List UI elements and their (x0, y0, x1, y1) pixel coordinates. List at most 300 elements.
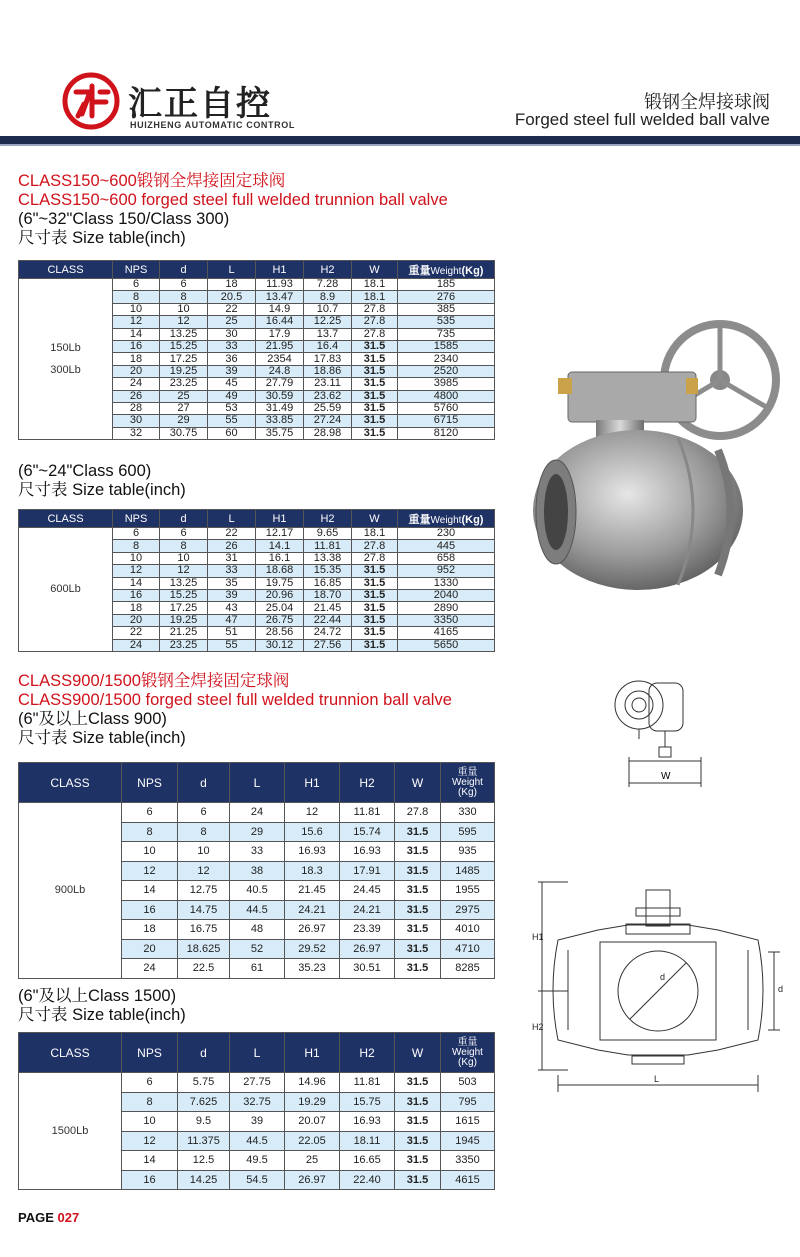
table-cell: 8.9 (304, 291, 352, 303)
column-header-h2: H2 (340, 763, 395, 803)
table-cell: 5.75 (178, 1073, 230, 1093)
table-cell: 33 (208, 340, 256, 352)
column-header-h1: H1 (285, 1033, 340, 1073)
table-cell: 4800 (398, 390, 495, 402)
table-cell: 18.86 (304, 365, 352, 377)
table-cell: 25.59 (304, 402, 352, 414)
table-cell: 22.40 (340, 1170, 395, 1190)
page-number (18, 1210, 79, 1225)
table-cell: 43 (208, 602, 256, 614)
table-cell: 12 (113, 316, 160, 328)
table-cell: 31.5 (395, 900, 441, 920)
table-cell: 13.38 (304, 552, 352, 564)
table-cell: 230 (398, 528, 495, 540)
table-cell: 27.8 (352, 316, 398, 328)
column-header-weight (398, 510, 495, 528)
table-cell: 10 (160, 303, 208, 315)
table-cell: 31.5 (395, 861, 441, 881)
table-cell: 735 (398, 328, 495, 340)
size-table-class600 (18, 509, 495, 652)
table-cell: 31 (208, 552, 256, 564)
table-cell: 10 (113, 303, 160, 315)
table-cell: 38 (230, 861, 285, 881)
table-cell: 6 (122, 1073, 178, 1093)
table-cell: 21.45 (285, 881, 340, 901)
table-cell: 30.12 (256, 639, 304, 651)
weight-header-en: Weight (430, 265, 462, 277)
column-header-w: W (395, 1033, 441, 1073)
table-cell: 16.75 (178, 920, 230, 940)
table-cell: 16 (113, 340, 160, 352)
table-cell: 31.5 (352, 402, 398, 414)
table-cell: 5760 (398, 402, 495, 414)
table-cell: 10 (122, 842, 178, 862)
table-cell: 25.04 (256, 602, 304, 614)
column-header-class: CLASS (19, 1033, 122, 1073)
table-cell: 1615 (441, 1112, 495, 1132)
table-cell: 12.75 (178, 881, 230, 901)
table-cell: 16 (122, 1170, 178, 1190)
table-cell: 17.25 (160, 602, 208, 614)
table-cell: 13.25 (160, 577, 208, 589)
table-cell: 27.8 (352, 552, 398, 564)
table-cell: 27.8 (352, 303, 398, 315)
table-cell: 27.75 (230, 1073, 285, 1093)
weight-header-en: Weight (452, 776, 483, 788)
table-cell: 31.5 (352, 589, 398, 601)
table-cell: 12.17 (256, 528, 304, 540)
table-cell: 11.81 (340, 1073, 395, 1093)
table-cell: 15.75 (340, 1092, 395, 1112)
table-cell: 3350 (441, 1151, 495, 1171)
drawing-label-l: L (654, 1074, 660, 1084)
table-cell: 20.07 (285, 1112, 340, 1132)
table-cell: 2890 (398, 602, 495, 614)
table-cell: 20 (122, 939, 178, 959)
table-cell: 14 (122, 1151, 178, 1171)
table-cell: 1945 (441, 1131, 495, 1151)
table-cell: 23.62 (304, 390, 352, 402)
table-cell: 8120 (398, 427, 495, 439)
section2-size-table-label: 尺寸表 Size table(inch) (18, 481, 186, 499)
table-cell: 26.97 (285, 1170, 340, 1190)
table-cell: 5650 (398, 639, 495, 651)
column-header-d: d (178, 1033, 230, 1073)
weight-header-cn: 重量 (408, 264, 431, 277)
column-header-class: CLASS (19, 261, 113, 279)
column-header-h2: H2 (304, 510, 352, 528)
table-cell: 31.5 (395, 920, 441, 940)
table-cell: 7.28 (304, 279, 352, 291)
table-cell: 31.5 (395, 1151, 441, 1171)
table-cell: 60 (208, 427, 256, 439)
header-title-en: Forged steel full welded ball valve (514, 110, 770, 129)
table-cell: 9.5 (178, 1112, 230, 1132)
table-cell: 658 (398, 552, 495, 564)
column-header-h2: H2 (304, 261, 352, 279)
table-cell: 15.74 (340, 822, 395, 842)
table-cell: 14.25 (178, 1170, 230, 1190)
table-cell: 49.5 (230, 1151, 285, 1171)
section2-heading (18, 462, 186, 500)
table-cell: 35.75 (256, 427, 304, 439)
drawing-label-h1: H1 (532, 932, 544, 942)
table-cell: 40.5 (230, 881, 285, 901)
table-cell: 19.75 (256, 577, 304, 589)
top-view-drawing (605, 667, 715, 795)
table-cell: 15.6 (285, 822, 340, 842)
table-cell: 39 (230, 1112, 285, 1132)
table-cell: 20 (113, 614, 160, 626)
table-cell: 30.75 (160, 427, 208, 439)
table-cell: 31.5 (395, 959, 441, 979)
column-header-h1: H1 (256, 261, 304, 279)
table-cell: 935 (441, 842, 495, 862)
table-cell: 31.5 (395, 1170, 441, 1190)
table-cell: 22.44 (304, 614, 352, 626)
weight-header-cn: 重量 (457, 1036, 478, 1048)
table-cell: 8 (160, 540, 208, 552)
table-cell: 22 (113, 627, 160, 639)
table-cell: 17.25 (160, 353, 208, 365)
table-cell: 33 (230, 842, 285, 862)
class-cell (19, 1073, 122, 1190)
weight-header-en: Weight (430, 514, 462, 526)
table-cell: 11.375 (178, 1131, 230, 1151)
table-cell: 31.5 (352, 577, 398, 589)
table-cell: 22 (208, 303, 256, 315)
section3-heading (18, 672, 452, 748)
table-cell: 15.25 (160, 340, 208, 352)
column-header-l: L (230, 763, 285, 803)
table-cell: 2354 (256, 353, 304, 365)
table-cell: 535 (398, 316, 495, 328)
table-cell: 22 (208, 528, 256, 540)
table-header-row (19, 1033, 495, 1073)
section1-heading (18, 172, 448, 248)
table-cell: 12 (285, 803, 340, 823)
table-cell: 18.11 (340, 1131, 395, 1151)
table-cell: 31.5 (352, 353, 398, 365)
size-table-class1500 (18, 1032, 495, 1190)
table-cell: 18 (113, 602, 160, 614)
table-cell: 385 (398, 303, 495, 315)
table-cell: 28.98 (304, 427, 352, 439)
table-cell: 17.91 (340, 861, 395, 881)
section4-range: (6"及以上Class 1500) (18, 987, 177, 1005)
table-cell: 14.9 (256, 303, 304, 315)
drawing-label-w: W (661, 771, 671, 782)
table-cell: 31.5 (352, 614, 398, 626)
table-cell: 29 (160, 415, 208, 427)
table-cell: 32 (113, 427, 160, 439)
column-header-w: W (352, 510, 398, 528)
column-header-l: L (208, 261, 256, 279)
column-header-h2: H2 (340, 1033, 395, 1073)
table-cell: 33 (208, 565, 256, 577)
table-cell: 18.625 (178, 939, 230, 959)
column-header-l: L (208, 510, 256, 528)
table-cell: 17.83 (304, 353, 352, 365)
table-cell: 8285 (441, 959, 495, 979)
table-cell: 24.8 (256, 365, 304, 377)
table-cell: 14.96 (285, 1073, 340, 1093)
table-cell: 795 (441, 1092, 495, 1112)
table-cell: 23.25 (160, 378, 208, 390)
table-cell: 10 (160, 552, 208, 564)
table-cell: 31.5 (352, 639, 398, 651)
logo-mark-icon (62, 72, 120, 130)
table-header-row (19, 261, 495, 279)
size-table-class900 (18, 762, 495, 979)
page-number-value: 027 (57, 1210, 80, 1225)
table-cell: 33.85 (256, 415, 304, 427)
table-cell: 11.81 (304, 540, 352, 552)
table-cell: 7.625 (178, 1092, 230, 1112)
table-cell: 51 (208, 627, 256, 639)
table-cell: 445 (398, 540, 495, 552)
table-cell: 36 (208, 353, 256, 365)
table-cell: 26 (208, 540, 256, 552)
table-cell: 21.25 (160, 627, 208, 639)
weight-header-cn: 重量 (408, 513, 431, 526)
table-cell: 185 (398, 279, 495, 291)
table-cell: 14.75 (178, 900, 230, 920)
table-cell: 31.5 (395, 1112, 441, 1132)
table-cell: 27.56 (304, 639, 352, 651)
table-row (19, 803, 495, 823)
section3-title-en: CLASS900/1500 forged steel full welded trunnion ball valve (18, 691, 452, 709)
table-cell: 8 (178, 822, 230, 842)
table-cell: 19.25 (160, 365, 208, 377)
table-cell: 25 (285, 1151, 340, 1171)
table-cell: 31.5 (352, 565, 398, 577)
table-cell: 20.5 (208, 291, 256, 303)
table-cell: 14 (113, 328, 160, 340)
table-row (19, 279, 495, 291)
table-cell: 11.81 (340, 803, 395, 823)
table-cell: 55 (208, 415, 256, 427)
header-title-cn: 锻钢全焊接球阀 (644, 92, 770, 112)
table-row (19, 1073, 495, 1093)
table-cell: 15.35 (304, 565, 352, 577)
table-cell: 27 (160, 402, 208, 414)
column-header-d: d (160, 510, 208, 528)
column-header-h1: H1 (256, 510, 304, 528)
table-cell: 25 (208, 316, 256, 328)
table-cell: 27.79 (256, 378, 304, 390)
table-cell: 19.29 (285, 1092, 340, 1112)
table-cell: 12 (160, 316, 208, 328)
table-cell: 27.8 (352, 540, 398, 552)
table-cell: 10.7 (304, 303, 352, 315)
table-cell: 4710 (441, 939, 495, 959)
side-section-drawing (528, 880, 790, 1095)
table-cell: 14 (122, 881, 178, 901)
table-cell: 12 (113, 565, 160, 577)
table-cell: 31.5 (352, 415, 398, 427)
class-label: 150Lb (50, 341, 81, 354)
table-cell: 2975 (441, 900, 495, 920)
table-cell: 4010 (441, 920, 495, 940)
table-cell: 24.45 (340, 881, 395, 901)
section1-title-cn: CLASS150~600锻钢全焊接固定球阀 (18, 172, 286, 190)
table-cell: 23.25 (160, 639, 208, 651)
table-cell: 48 (230, 920, 285, 940)
table-cell: 39 (208, 589, 256, 601)
table-cell: 16.65 (340, 1151, 395, 1171)
table-cell: 27.8 (395, 803, 441, 823)
table-cell: 16.93 (340, 1112, 395, 1132)
table-cell: 10 (122, 1112, 178, 1132)
table-cell: 24 (113, 378, 160, 390)
table-cell: 18.1 (352, 291, 398, 303)
column-header-h1: H1 (285, 763, 340, 803)
table-cell: 24.21 (285, 900, 340, 920)
table-cell: 12 (178, 861, 230, 881)
class-label: 900Lb (54, 884, 86, 897)
table-cell: 13.25 (160, 328, 208, 340)
table-cell: 26.97 (340, 939, 395, 959)
table-cell: 4165 (398, 627, 495, 639)
section3-range: (6"及以上Class 900) (18, 710, 167, 728)
table-cell: 18.1 (352, 528, 398, 540)
column-header-weight (441, 763, 495, 803)
table-cell: 20 (113, 365, 160, 377)
section3-title-cn: CLASS900/1500锻钢全焊接固定球阀 (18, 672, 290, 690)
column-header-weight (441, 1033, 495, 1073)
table-cell: 12 (122, 861, 178, 881)
table-cell: 39 (208, 365, 256, 377)
table-cell: 276 (398, 291, 495, 303)
table-cell: 12.25 (304, 316, 352, 328)
table-cell: 31.5 (352, 602, 398, 614)
table-cell: 26.97 (285, 920, 340, 940)
table-cell: 23.39 (340, 920, 395, 940)
table-cell: 1585 (398, 340, 495, 352)
table-cell: 23.11 (304, 378, 352, 390)
weight-header-cn: 重量 (457, 766, 478, 778)
table-cell: 45 (208, 378, 256, 390)
table-cell: 31.5 (352, 627, 398, 639)
table-cell: 31.5 (395, 939, 441, 959)
column-header-nps: NPS (122, 1033, 178, 1073)
table-cell: 24 (230, 803, 285, 823)
table-cell: 16.4 (304, 340, 352, 352)
table-cell: 6715 (398, 415, 495, 427)
table-cell: 6 (160, 528, 208, 540)
header-rule-light (0, 144, 800, 146)
table-cell: 31.49 (256, 402, 304, 414)
weight-header-unit: (Kg) (458, 1056, 477, 1068)
table-cell: 330 (441, 803, 495, 823)
table-cell: 16.85 (304, 577, 352, 589)
class-label: 300Lb (50, 363, 81, 376)
table-cell: 18.1 (352, 279, 398, 291)
weight-header-en: Weight (452, 1046, 483, 1058)
table-cell: 18.70 (304, 589, 352, 601)
table-cell: 18.3 (285, 861, 340, 881)
table-header-row (19, 510, 495, 528)
column-header-w: W (395, 763, 441, 803)
column-header-weight (398, 261, 495, 279)
table-cell: 52 (230, 939, 285, 959)
table-cell: 31.5 (352, 390, 398, 402)
weight-header-unit: (Kg) (458, 786, 477, 798)
weight-header-unit: (Kg) (461, 264, 484, 277)
table-cell: 25 (160, 390, 208, 402)
section1-title-en: CLASS150~600 forged steel full welded trunnion ball valve (18, 191, 448, 209)
table-cell: 9.65 (304, 528, 352, 540)
column-header-nps: NPS (113, 510, 160, 528)
table-cell: 10 (178, 842, 230, 862)
column-header-nps: NPS (122, 763, 178, 803)
table-cell: 55 (208, 639, 256, 651)
table-cell: 18 (208, 279, 256, 291)
table-cell: 30.51 (340, 959, 395, 979)
table-cell: 6 (160, 279, 208, 291)
section4-heading (18, 987, 186, 1025)
table-cell: 31.5 (352, 365, 398, 377)
table-cell: 18 (113, 353, 160, 365)
table-cell: 16.93 (340, 842, 395, 862)
drawing-label-d-inner: d (660, 972, 666, 982)
table-cell: 22.05 (285, 1131, 340, 1151)
column-header-nps: NPS (113, 261, 160, 279)
table-cell: 1330 (398, 577, 495, 589)
table-cell: 26 (113, 390, 160, 402)
table-cell: 27.24 (304, 415, 352, 427)
table-cell: 47 (208, 614, 256, 626)
column-header-d: d (160, 261, 208, 279)
table-cell: 3350 (398, 614, 495, 626)
table-cell: 31.5 (395, 842, 441, 862)
table-cell: 16.1 (256, 552, 304, 564)
table-cell: 2520 (398, 365, 495, 377)
table-cell: 6 (178, 803, 230, 823)
size-table-class150-300 (18, 260, 495, 440)
valve-product-image (528, 320, 800, 590)
section3-size-table-label: 尺寸表 Size table(inch) (18, 729, 186, 747)
table-cell: 12 (122, 1131, 178, 1151)
table-cell: 31.5 (352, 427, 398, 439)
table-cell: 31.5 (395, 881, 441, 901)
table-cell: 1955 (441, 881, 495, 901)
table-cell: 27.8 (352, 328, 398, 340)
table-cell: 20.96 (256, 589, 304, 601)
table-cell: 6 (122, 803, 178, 823)
table-cell: 8 (113, 540, 160, 552)
table-cell: 14 (113, 577, 160, 589)
table-cell: 49 (208, 390, 256, 402)
table-cell: 3985 (398, 378, 495, 390)
class-cell (19, 803, 122, 979)
section4-size-table-label: 尺寸表 Size table(inch) (18, 1006, 186, 1024)
column-header-w: W (352, 261, 398, 279)
page-header (0, 0, 800, 140)
table-cell: 12 (160, 565, 208, 577)
table-cell: 30 (113, 415, 160, 427)
table-cell: 31.5 (395, 1073, 441, 1093)
section2-range: (6"~24"Class 600) (18, 462, 152, 480)
class-cell (19, 279, 113, 440)
table-cell: 13.47 (256, 291, 304, 303)
table-cell: 24 (122, 959, 178, 979)
table-cell: 21.95 (256, 340, 304, 352)
drawing-label-h2: H2 (532, 1022, 544, 1032)
page-label: PAGE (18, 1210, 54, 1225)
table-cell: 31.5 (352, 340, 398, 352)
